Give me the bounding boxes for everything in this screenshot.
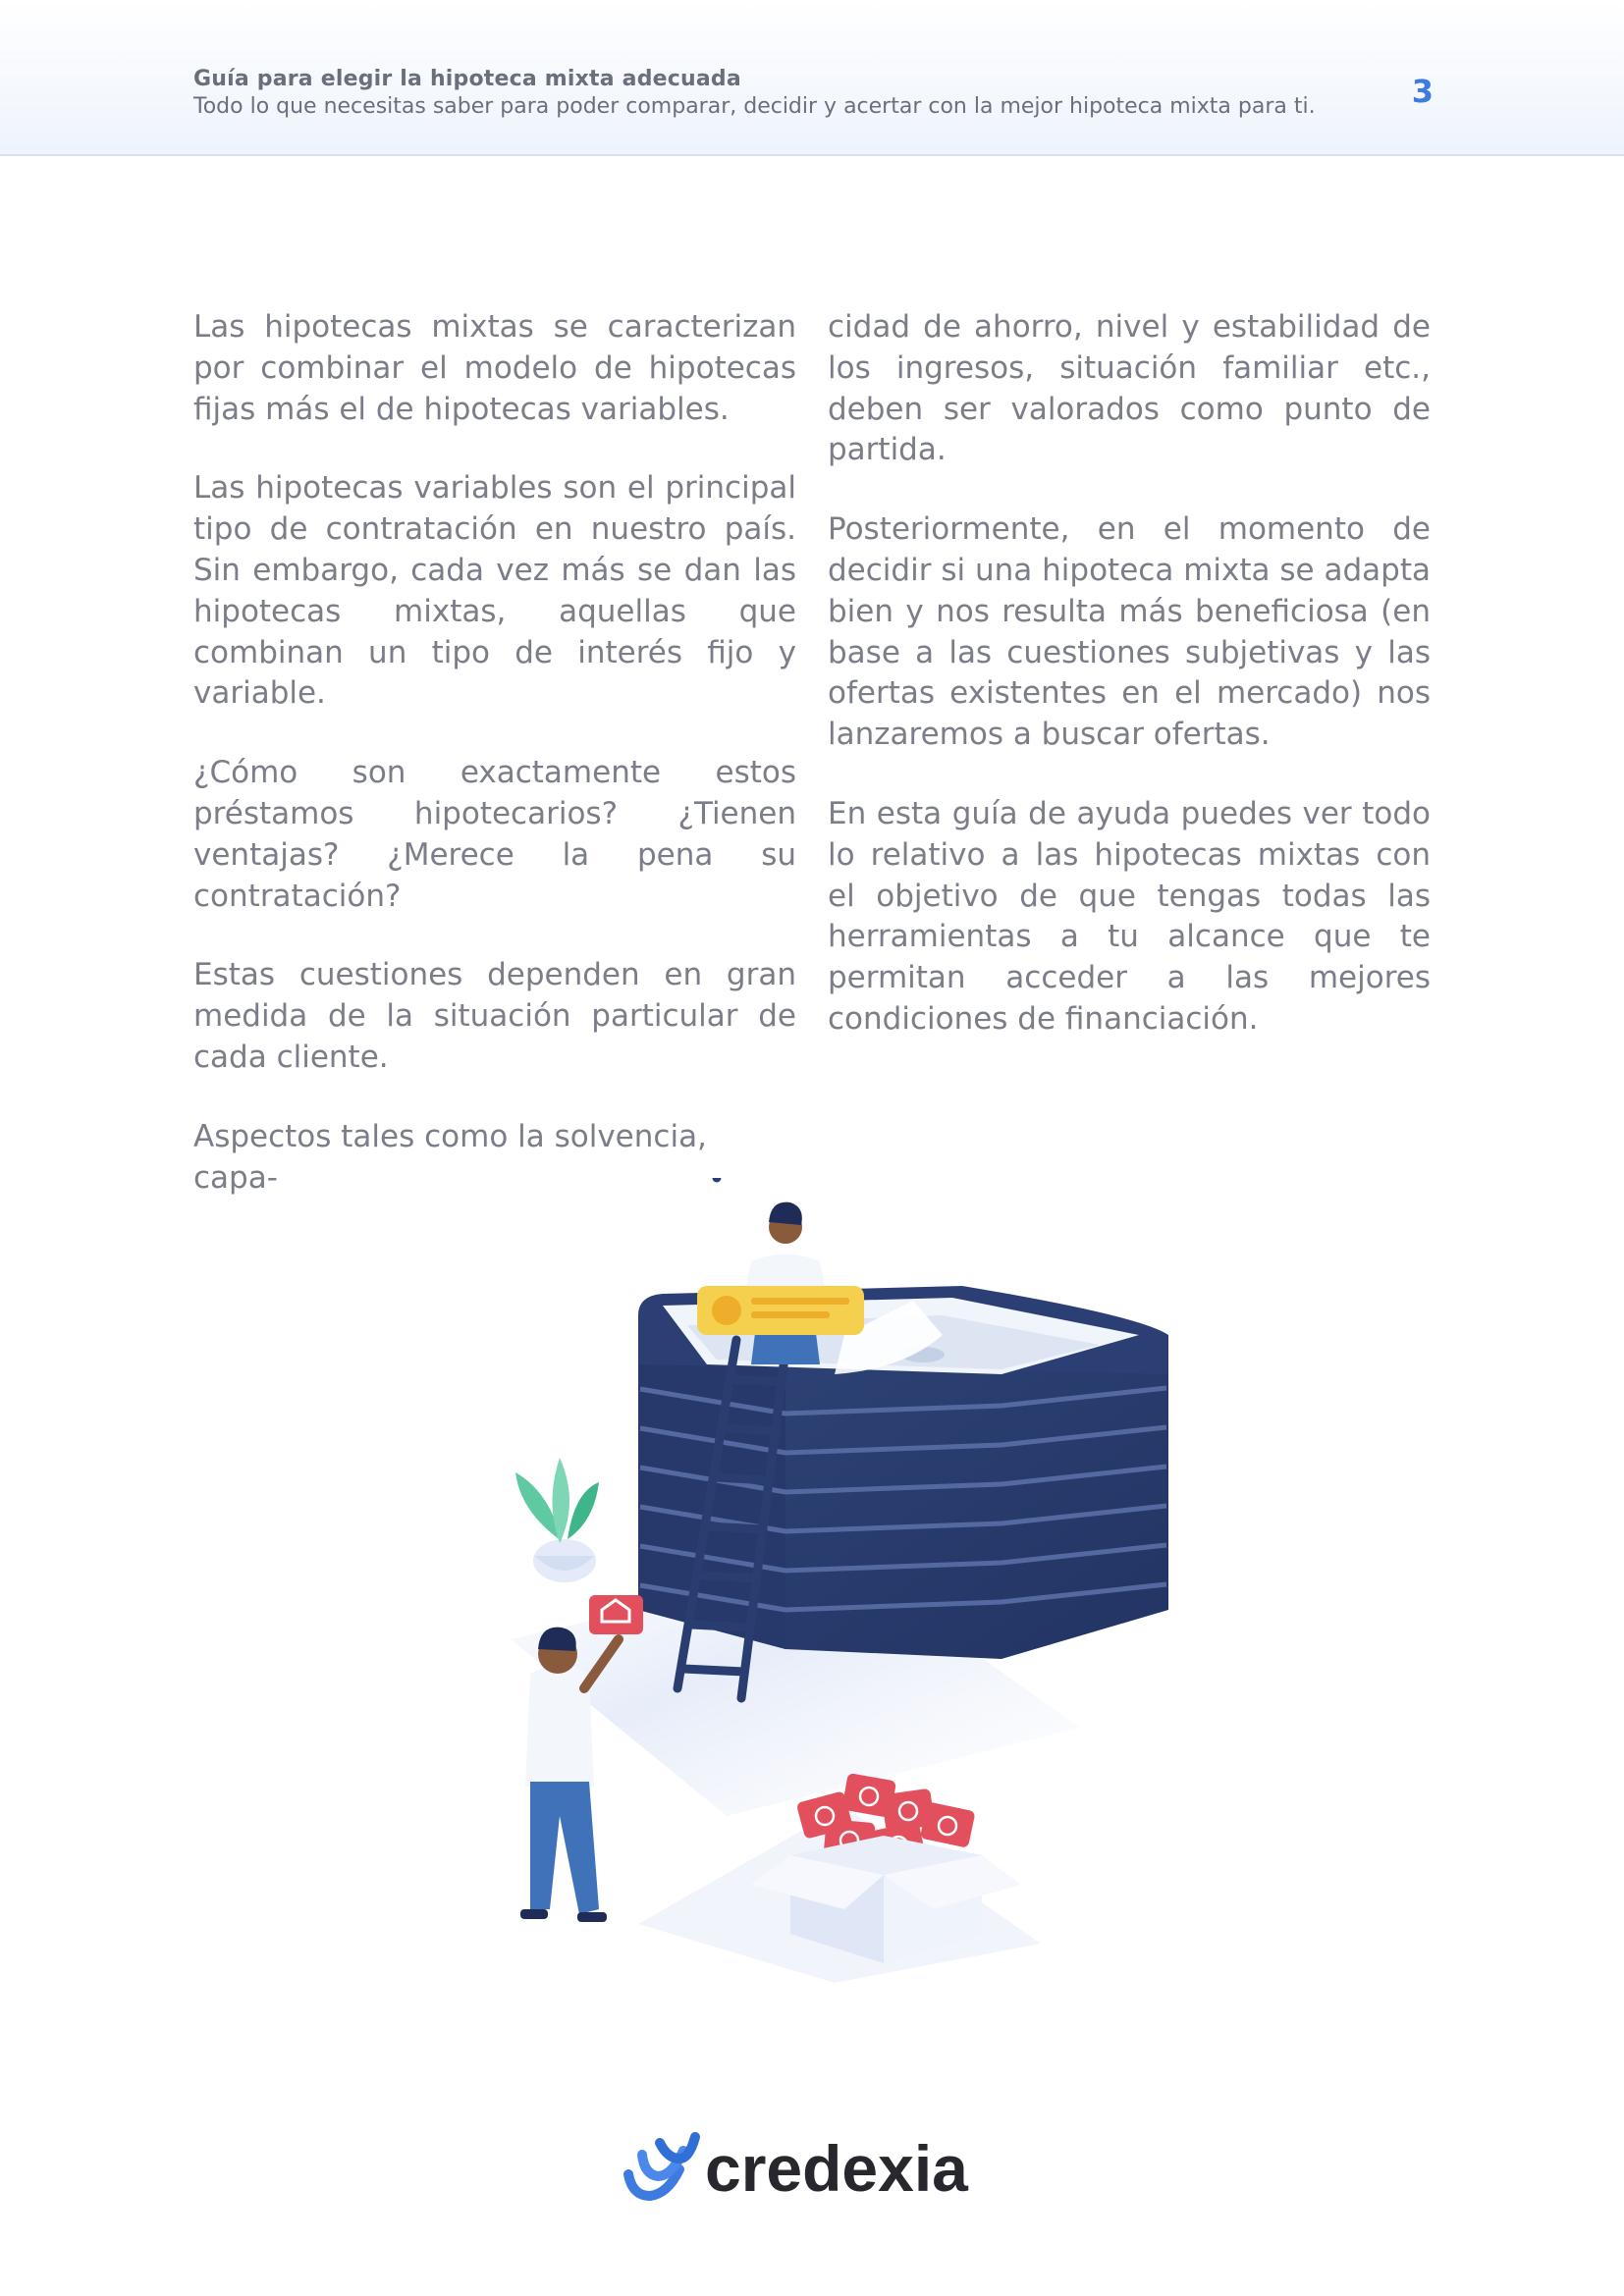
credexia-logo — [621, 2125, 1013, 2208]
paragraph: cidad de ahorro, nivel y estabilidad de los ingresos, situación familiar etc., deben ser valorados como punto de partida. — [828, 309, 1431, 468]
paragraph: Las hipotecas mixtas se caracterizan por combinar el modelo de hipotecas fijas más el de hipotecas variables. — [193, 309, 796, 427]
paragraph: Aspectos tales como la solvencia, capa- — [193, 1118, 707, 1196]
text-column-right — [828, 307, 1431, 1079]
paragraph: ¿Cómo son exactamente estos préstamos hipotecarios? ¿Tienen ventajas? ¿Merece la pena su contratación? — [193, 755, 796, 914]
isometric-illustration — [491, 1178, 1178, 1993]
page-number: 3 — [1411, 73, 1434, 110]
paragraph: Las hipotecas variables son el principal tipo de contratación en nuestro país. Sin embargo, cada vez más se dan las hipotecas mixtas, aquellas que combinan un tipo de interés fijo y variable. — [193, 470, 796, 712]
paragraph: Posteriormente, en el momento de decidir si una hipoteca mixta se adapta bien y nos resulta más beneficiosa (en base a las cuestiones subjetivas y las ofertas existentes en el mercado) nos lanzaremos a buscar ofertas. — [828, 511, 1431, 753]
plant — [515, 1458, 599, 1582]
text-column-left — [193, 307, 796, 1237]
paragraph: Estas cuestiones dependen en gran medida de la situación particular de cada cliente. — [193, 957, 796, 1075]
page-header — [0, 0, 1624, 156]
header-title: Guía para elegir la hipoteca mixta adecuada — [193, 67, 741, 91]
header-subtitle: Todo lo que necesitas saber para poder comparar, decidir y acertar con la mejor hipoteca mixta para ti. — [193, 94, 1316, 119]
logo-text: credexia — [705, 2132, 968, 2204]
paragraph: En esta guía de ayuda puedes ver todo lo relativo a las hipotecas mixtas con el objetivo de que tengas todas las herramientas a tu alcance que te permitan acceder a las mejores condiciones de financiación. — [828, 795, 1431, 1037]
credexia-wave-icon — [628, 2137, 695, 2196]
